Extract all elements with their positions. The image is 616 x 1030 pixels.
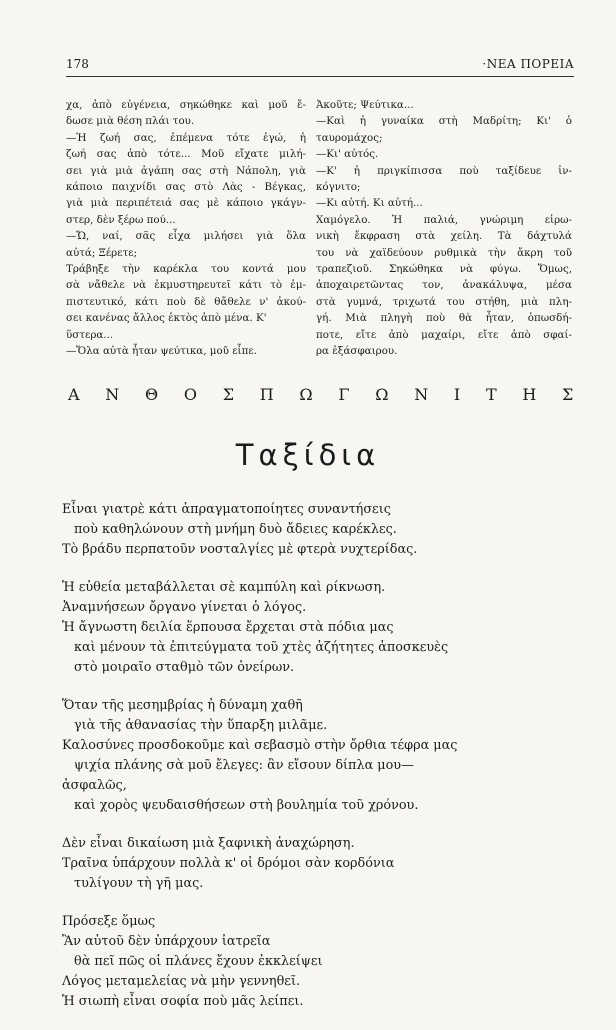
prose-left-column xyxy=(66,97,306,360)
poem-line: γιὰ τῆς ἀθανασίας τὴν ὕπαρξη μιλᾶμε. xyxy=(74,718,328,733)
prose-line: ζωή σας ἀπὸ τότε... Μοῦ εἴχατε μιλή- xyxy=(66,148,306,161)
page-number: 178 xyxy=(66,57,89,71)
poem-body xyxy=(62,500,582,1030)
prose-line: ὕστερα... xyxy=(66,328,114,341)
prose-line: —Καὶ ἡ γυναίκα στὴ Μαδρίτη; Κι' ὁ xyxy=(316,115,572,128)
author-letter: Ν xyxy=(414,385,429,404)
author-letter: Σ xyxy=(222,385,235,404)
author-name xyxy=(68,385,574,404)
prose-line: κάποιο παιχνίδι σας στὸ Λὰς - Βέγκας, xyxy=(66,181,306,194)
prose-line: στὰ γυμνά, τριχωτά του στήθη, μιὰ πλη- xyxy=(316,295,572,308)
poem-stanza xyxy=(62,696,582,816)
prose-line: —Ὅλα αὐτὰ ἦταν ψεύτικα, μοῦ εἶπε. xyxy=(66,345,257,358)
author-letter: Η xyxy=(522,385,537,404)
prose-line: νικὴ ἔκφραση στὰ χείλη. Τὰ δάχτυλά xyxy=(316,230,572,243)
prose-line: —Κι' αὐτός. xyxy=(316,148,379,161)
poem-title: Ταξίδια xyxy=(235,438,381,472)
poem-line: Ἡ ἄγνωστη δειλία ἕρπουσα ἔρχεται στὰ πόδια μας xyxy=(62,620,394,635)
poem-line: ποὺ καθηλώνουν στὴ μνήμη δυὸ ἄδειες καρέκλες. xyxy=(74,522,397,537)
author-letter: Ω xyxy=(375,385,389,404)
prose-line: στερ, δὲν ξέρω πού... xyxy=(66,213,176,226)
author-letter: Α xyxy=(68,385,81,404)
poem-stanza xyxy=(62,834,582,894)
poem-line: Ὅταν τῆς μεσημβρίας ἡ δύναμη χαθῆ xyxy=(62,698,303,713)
prose-line: —Ἡ ζωή σας, ἐπέμενα τότε ἐγώ, ἡ xyxy=(66,131,306,144)
poem-line: Ἡ σιωπὴ εἶναι σοφία ποὺ μᾶς λείπει. xyxy=(62,994,304,1009)
prose-line: γή. Μιὰ πληγὴ ποὺ θὰ ἦταν, ὁπωσδή- xyxy=(316,312,572,325)
prose-line: Τράβηξε τὴν καρέκλα του κοντά μου xyxy=(66,263,306,276)
poem-line: καὶ χορὸς ψευδαισθήσεων στὴ βουλημία τοῦ χρόνου. xyxy=(74,798,419,813)
prose-line: —Ὤ, ναί, σᾶς εἶχα μιλήσει γιὰ ὅλα xyxy=(66,230,306,243)
prose-line: ταυρομάχος; xyxy=(316,131,383,144)
prose-line: πιστευτικό, κάτι ποὺ δὲ θἄθελε ν' ἀκού- xyxy=(66,295,306,308)
prose-right-column xyxy=(316,97,572,360)
prose-line: —Κι αὐτή. Κι αὐτή... xyxy=(316,197,423,210)
prose-line: ἀποχαιρετῶντας τον, ἀνακάλυψα, μέσα xyxy=(316,279,572,292)
author-letter: Ο xyxy=(183,385,198,404)
poem-stanza xyxy=(62,912,582,1012)
poem-line: Πρόσεξε ὅμως xyxy=(62,914,156,929)
author-letter: Π xyxy=(259,385,275,404)
author-letter: Θ xyxy=(145,385,159,404)
prose-line: γιὰ μιὰ περιπέτειά σας μὲ κάποιο γκάγν- xyxy=(66,197,306,210)
author-letter: Σ xyxy=(562,385,574,404)
header-rule xyxy=(66,76,574,77)
poem-line: Τραῖνα ὑπάρχουν πολλὰ κ' οἱ δρόμοι σὰν κορδόνια xyxy=(62,856,395,871)
author-letter: Ι xyxy=(453,385,461,404)
poem-line: καὶ μένουν τὰ ἐπιτεύγματα τοῦ χτὲς ἀζήτητες ἀποσκευὲς xyxy=(74,640,449,655)
poem-line: Δὲν εἶναι δικαίωση μιὰ ξαφνικὴ ἀναχώρηση. xyxy=(62,836,355,851)
poem-line: θὰ πεῖ πῶς οἱ πλάνες ἔχουν ἐκκλείψει xyxy=(74,954,323,969)
poem-line: ψιχία πλάνης σὰ μοῦ ἔλεγες: ἂν εἴσουν δίπλα μου— xyxy=(74,758,414,773)
author-letter: Ω xyxy=(299,385,314,404)
poem-line: Ἀναμνήσεων ὄργανο γίνεται ὁ λόγος. xyxy=(62,600,307,615)
prose-line: σει κανένας ἄλλος ἐκτὸς ἀπὸ μένα. Κ' xyxy=(66,312,267,325)
prose-line: αὐτά; Ξέρετε; xyxy=(66,246,138,259)
prose-line: σὰ νἄθελε νὰ ἐκμυστηρευτεῖ κάτι τὸ ἐμ- xyxy=(66,279,306,292)
poem-line: Καλοσύνες προσδοκοῦμε καὶ σεβασμὸ στὴν ὄρθια τέφρα μας xyxy=(62,738,458,753)
author-letter: Τ xyxy=(485,385,498,404)
poem-stanza xyxy=(62,500,582,560)
poem-line: Ἂν αὐτοῦ δὲν ὑπάρχουν ἰατρεῖα xyxy=(62,934,271,949)
prose-line: δωσε μιὰ θέση πλάι του. xyxy=(66,115,195,128)
poem-line: ἀσφαλῶς, xyxy=(62,778,127,793)
poem-line: Λόγος μεταμελείας νὰ μὴν γεννηθεῖ. xyxy=(62,974,301,989)
prose-line: του νὰ χαϊδεύουν ρυθμικὰ τὴν ἄκρη τοῦ xyxy=(316,246,572,259)
prose-line: τραπεζιοῦ. Σηκώθηκα νὰ φύγω. Ὅμως, xyxy=(316,263,572,276)
prose-line: χα, ἀπὸ εὐγένεια, σηκώθηκε καὶ μοῦ ἔ- xyxy=(66,99,306,111)
prose-line: Χαμόγελο. Ἡ παλιά, γνώριμη εἰρω- xyxy=(316,213,572,226)
prose-line: σει γιὰ μιὰ ἀγάπη σας στὴ Νάπολη, γιὰ xyxy=(66,164,306,177)
prose-line: κόγνιτο; xyxy=(316,181,361,194)
author-letter: Γ xyxy=(338,385,350,404)
poem-line: Ἡ εὐθεία μεταβάλλεται σὲ καμπύλη καὶ ρίκνωση. xyxy=(62,580,386,595)
poem-line: Τὸ βράδυ περπατοῦν νοσταλγίες μὲ φτερὰ νυχτερίδας. xyxy=(62,542,418,557)
poem-line: στὸ μοιραῖο σταθμὸ τῶν ὀνείρων. xyxy=(74,660,295,675)
poem-line: Εἶναι γιατρὲ κάτι ἀπραγματοποίητες συναντήσεις xyxy=(62,502,391,517)
author-letter: Ν xyxy=(105,385,120,404)
prose-line: ποτε, εἴτε ἀπὸ μαχαίρι, εἴτε ἀπὸ σφαί- xyxy=(316,328,572,341)
prose-line: ρα ἐξάσφαιρου. xyxy=(316,345,398,358)
running-head: ·ΝΕΑ ΠΟΡΕΙΑ xyxy=(482,57,574,71)
prose-line: Ἀκοῦτε; Ψεύτικα... xyxy=(316,99,414,111)
prose-line: —Κ' ἡ πριγκίπισσα ποὺ ταξίδευε ἰν- xyxy=(316,164,572,177)
poem-line: τυλίγουν τὴ γῆ μας. xyxy=(74,876,204,891)
poem-stanza xyxy=(62,578,582,678)
